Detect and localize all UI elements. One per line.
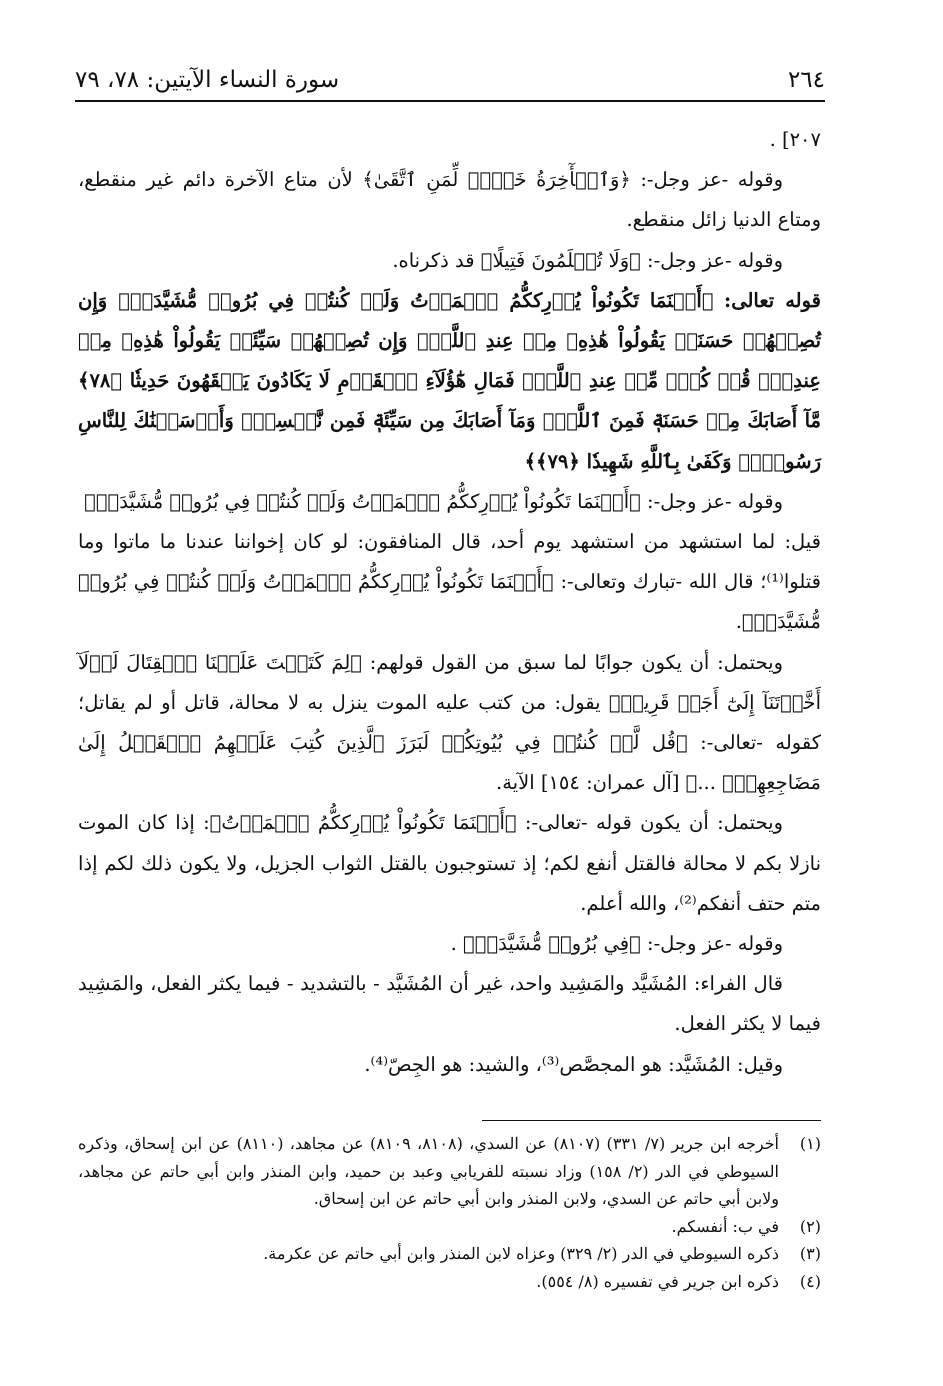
footnote-item xyxy=(78,1213,821,1241)
paragraph-verse-quote: وقوله -عز وجل-: ﴿أَيۡنَمَا تَكُونُواْ يُدۡرِككُّمُ ٱلۡمَوۡتُ وَلَوۡ كُنتُمۡ فِي بُرُوجٖ مُّشَيَّدَةٖ﴾ xyxy=(84,489,783,513)
paragraph-farra: قال الفراء: المُشَيَّد والمَشِيد واحد، غير أن المُشَيَّد - بالتشديد - فيما يكثر الفعل، والمَشِيد فيما لا يكثر الفعل. xyxy=(78,972,821,1036)
paragraph-interpretation-2: ويحتمل: أن يكون قوله -تعالى-: ﴿أَيۡنَمَا تَكُونُواْ يُدۡرِككُّمُ ٱلۡمَوۡتُ﴾: إذا كان الموت نازلا بكم لا محالة فالقتل أنفع لكم؛ إذ تستوجبون بالقتل الثواب الجزيل، ولا يكون ذلك لكم إذا متم حتف أنفكم⁽²⁾، والله أعلم. xyxy=(78,811,821,915)
verse-text: ﴿أَيۡنَمَا تَكُونُواْ يُدۡرِككُّمُ ٱلۡمَوۡتُ وَلَوۡ كُنتُمۡ فِي بُرُوجٖ مُّشَيَّدَةٖۗ وَإِن تُصِبۡهُمۡ حَسَنَةٞ يَقُولُواْ هَٰذِهِۦ مِنۡ عِندِ ٱللَّهِۖ وَإِن تُصِبۡهُمۡ سَيِّئَةٞ يَقُولُواْ هَٰذِهِۦ مِنۡ عِندِكَۚ قُلۡ كُلّٞ مِّنۡ عِندِ ٱللَّهِۖ فَمَالِ هَٰٓؤُلَآءِ ٱلۡقَوۡمِ لَا يَكَادُونَ يَفۡقَهُونَ حَدِيثٗا ﴿٧٨﴾ مَّآ أَصَابَكَ مِنۡ حَسَنَةٖ فَمِنَ ٱللَّهِۖ وَمَآ أَصَابَكَ مِن سَيِّئَةٖ فَمِن نَّفۡسِكَۚ وَأَرۡسَلۡنَٰكَ لِلنَّاسِ رَسُولٗاۚ وَكَفَىٰ بِٱللَّهِ شَهِيدٗا ﴿٧٩﴾﴾ xyxy=(78,288,821,473)
running-title: سورة النساء الآيتين: ٧٨، ٧٩ xyxy=(75,67,340,93)
footnote-text: ذكره السيوطي في الدر (٢/ ٣٢٩) وعزاه لابن المنذر وابن أبي حاتم عن عكرمة. xyxy=(263,1244,779,1263)
verse-lead: قوله تعالى: xyxy=(724,288,822,312)
footnote-item xyxy=(78,1240,821,1268)
footnote-text: في ب: أنفسكم. xyxy=(671,1216,779,1236)
footnote-item xyxy=(78,1130,821,1213)
paragraph-mushayyad: وقيل: المُشَيَّد: هو المجصَّص⁽³⁾، والشيد: هو الجِصّ⁽⁴⁾. xyxy=(364,1052,783,1076)
footnote-number: (١) xyxy=(799,1134,821,1153)
footnote-number: (٢) xyxy=(799,1216,821,1236)
footnote-text: أخرجه ابن جرير (٧/ ٣٣١) (٨١٠٧) عن السدي، (٨١٠٨، ٨١٠٩) عن مجاهد، (٨١١٠) عن ابن إسحاق، وذكره السيوطي في الدر (٢/ ١٥٨) وزاد نسبته للفريابي وعبد بن حميد، وابن المنذر وابن أبي حاتم عن مجاهد، ولابن أبي حاتم عن السدي، ولابن المنذر وابن أبي حاتم عن ابن إسحاق. xyxy=(78,1134,780,1208)
page-number: ٢٦٤ xyxy=(787,67,825,93)
footnote-number: (٣) xyxy=(799,1244,821,1263)
paragraph-hereafter: وقوله -عز وجل-: ﴿وَٱلۡأٓخِرَةُ خَيۡرٞ لِّمَنِ ٱتَّقَىٰ﴾ لأن متاع الآخرة دائم غير منقطع، ومتاع الدنيا زائل منقطع. xyxy=(78,168,821,232)
footnote-text: ذكره ابن جرير في تفسيره (٨/ ٥٥٤). xyxy=(536,1271,779,1291)
paragraph-interpretation-1: ويحتمل: أن يكون جوابًا لما سبق من القول قولهم: ﴿لِمَ كَتَبۡتَ عَلَيۡنَا ٱلۡقِتَالَ لَوۡلَآ أَخَّرۡتَنَآ إِلَىٰٓ أَجَلٖ قَرِيبٖ﴾ يقول: من كتب عليه الموت ينزل به لا محالة، قاتل أو لم يقاتل؛ كقوله -تعالى-: ﴿قُل لَّوۡ كُنتُمۡ فِي بُيُوتِكُمۡ لَبَرَزَ ٱلَّذِينَ كُتِبَ عَلَيۡهِمُ ٱلۡقَتۡلُ إِلَىٰ مَضَاجِعِهِمۡۖ ...﴾ [آل عمران: ١٥٤] الآية. xyxy=(78,650,821,795)
paragraph-continuation: ٢٠٧] . xyxy=(769,128,821,151)
verse-block xyxy=(78,281,821,482)
header-rule xyxy=(75,100,825,102)
paragraph-buruj: وقوله -عز وجل-: ﴿فِي بُرُوجٖ مُّشَيَّدَةٖ﴾ . xyxy=(450,932,783,956)
footnote-item xyxy=(78,1268,821,1296)
main-text xyxy=(78,120,821,1085)
footnotes xyxy=(78,1130,821,1295)
paragraph-fatil: وقوله -عز وجل-: ﴿وَلَا تُظۡلَمُونَ فَتِيلًا﴾ قد ذكرناه. xyxy=(392,248,783,272)
paragraph-uhud: قيل: لما استشهد من استشهد يوم أحد، قال المنافقون: لو كان إخواننا عندنا ما ماتوا وما قتلوا⁽¹⁾؛ قال الله -تبارك وتعالى-: ﴿أَيۡنَمَا تَكُونُواْ يُدۡرِككُّمُ ٱلۡمَوۡتُ وَلَوۡ كُنتُمۡ فِي بُرُوجٖ مُّشَيَّدَةٖ﴾. xyxy=(78,530,821,634)
footnote-rule xyxy=(482,1120,821,1121)
page-header xyxy=(75,60,825,100)
footnote-number: (٤) xyxy=(799,1271,821,1291)
